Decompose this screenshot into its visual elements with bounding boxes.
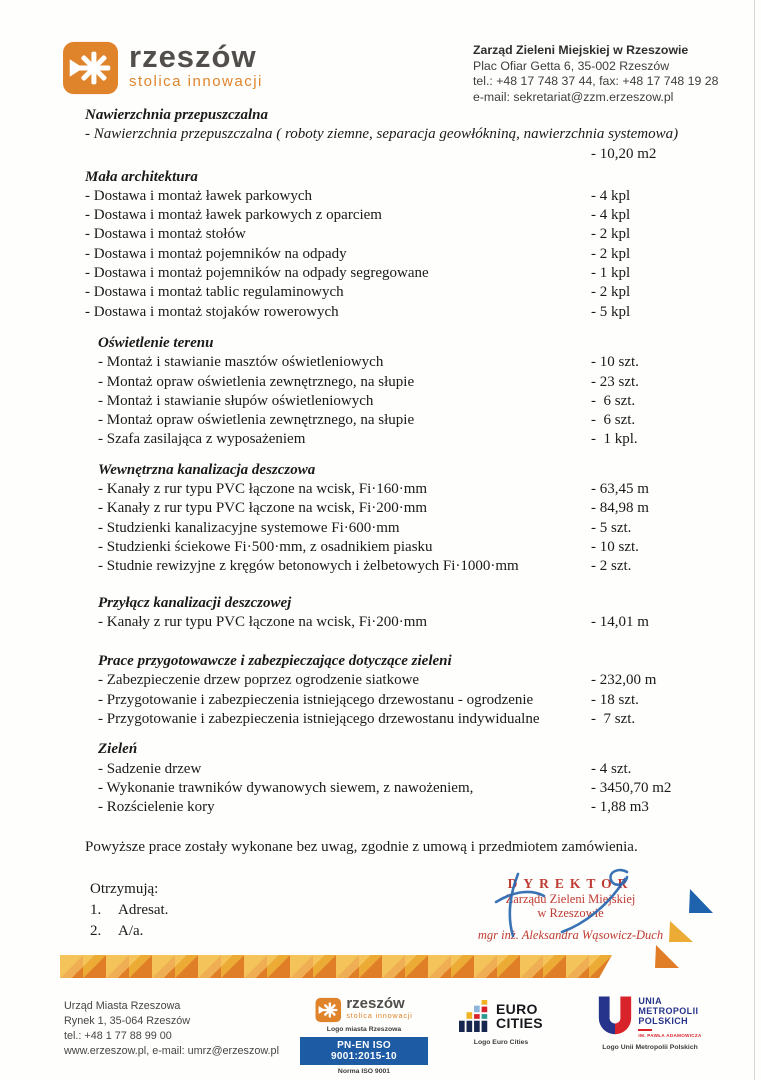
decor-triangle-orange: [655, 945, 679, 968]
decor-band: [60, 955, 612, 978]
work-item-desc: - Kanały z rur typu PVC łączone na wcisk, Fi·160·mm: [98, 481, 428, 498]
work-item: [85, 303, 673, 322]
work-item-qty: - 2 szt.: [591, 558, 632, 575]
work-item: [85, 392, 673, 411]
ump-subtitle: IM. PAWŁA ADAMOWICZA: [638, 1033, 702, 1038]
work-item-qty: - 14,01 m: [591, 613, 649, 630]
stamp-signatory-name: mgr inż. Aleksandra Wąsowicz-Duch: [477, 927, 664, 942]
contact-address: Plac Ofiar Getta 6, 35-002 Rzeszów: [473, 58, 670, 73]
stamp-title: DYREKTOR: [507, 876, 634, 891]
work-item-desc: - Szafa zasilająca z wyposażeniem: [98, 431, 306, 448]
work-item-qty: - 1,88 m3: [591, 799, 649, 816]
work-sections-list: [85, 106, 679, 818]
footer-ump-logo: [585, 996, 715, 1051]
list-item: [90, 921, 168, 942]
work-item-qty: - 6 szt.: [591, 392, 636, 409]
list-item-text: Adresat.: [118, 902, 169, 918]
work-item-desc: - Studnie rewizyjne z kręgów betonowych i żelbetowych Fi·1000·mm: [98, 558, 519, 575]
work-item-desc: - Studzienki kanalizacyjne systemowe Fi·600·mm: [98, 519, 400, 536]
work-item: [85, 206, 673, 225]
work-item-qty: - 1 kpl: [591, 265, 631, 282]
ump-word-2: METROPOLII: [638, 1006, 699, 1016]
work-item-desc: - Kanały z rur typu PVC łączone na wcisk, Fi·200·mm: [98, 613, 428, 630]
decor-triangle-blue: [689, 889, 713, 913]
section-title: Prace przygotowawcze i zabezpieczające dotyczące zieleni: [98, 653, 452, 670]
work-item-desc: - Przygotowanie i zabezpieczenia istniejącego drzewostanu - ogrodzenie: [98, 691, 534, 708]
ump-rule: [638, 1029, 652, 1031]
work-item-qty: - 6 szt.: [591, 412, 636, 429]
iso-caption: Norma ISO 9001: [337, 1068, 391, 1075]
work-item-desc: - Dostawa i montaż ławek parkowych z oparciem: [85, 207, 382, 224]
work-item-desc: - Nawierzchnia przepuszczalna ( roboty ziemne, separacja geowłókniną, nawierzchnia systemowa): [85, 126, 679, 143]
signature-scribble: [478, 866, 648, 950]
work-item: [85, 480, 673, 499]
work-item-desc: - Dostawa i montaż stołów: [85, 226, 246, 243]
list-item: [90, 900, 168, 921]
work-item-qty: - 5 szt.: [591, 519, 632, 536]
work-item: [85, 760, 673, 779]
work-item-qty: - 2 kpl: [591, 245, 631, 262]
ump-u-icon: [598, 996, 632, 1036]
footer-brand-tagline: stolica innowacji: [346, 1011, 413, 1020]
work-item-desc: - Dostawa i montaż pojemników na odpady segregowane: [85, 265, 429, 282]
work-section: [85, 106, 679, 163]
work-item-qty: - 2 kpl: [591, 284, 631, 301]
work-item-qty: - 3450,70 m2: [591, 779, 672, 796]
work-section: [85, 334, 673, 450]
office-line: Rynek 1, 35-064 Rzeszów: [64, 1015, 191, 1027]
ump-caption: Logo Unii Metropolii Polskich: [602, 1044, 698, 1051]
work-item-qty: - 63,45 m: [591, 481, 649, 498]
work-item-qty: - 84,98 m: [591, 500, 649, 517]
list-item-number: 2.: [90, 923, 102, 939]
stamp-city: w Rzeszowie: [537, 906, 604, 920]
office-line: tel.: +48 1 77 88 99 00: [64, 1030, 172, 1042]
work-item-qty: - 4 kpl: [591, 187, 631, 204]
work-section: [85, 740, 673, 817]
work-item-qty: - 5 kpl: [591, 303, 631, 320]
work-section: [85, 461, 673, 577]
work-item-qty: - 232,00 m: [591, 672, 657, 689]
ump-word-3: POLSKICH: [638, 1016, 689, 1026]
brand-tagline: stolica innowacji: [129, 73, 263, 90]
eurocities-word-2: CITIES: [496, 1015, 543, 1031]
work-item: [85, 779, 673, 798]
work-item: [85, 373, 673, 392]
document-body: [85, 106, 679, 856]
eurocities-word-1: EURO: [496, 1001, 538, 1017]
work-item-qty: - 1 kpl.: [591, 431, 638, 448]
contact-email: e-mail: sekretariat@zzm.erzeszow.pl: [473, 89, 674, 104]
work-item: [85, 264, 673, 283]
work-item: [85, 710, 673, 729]
work-item-qty: - 23 szt.: [591, 373, 639, 390]
work-item-qty: - 4 kpl: [591, 207, 631, 224]
list-item-number: 1.: [90, 902, 102, 918]
eurocities-caption: Logo Euro Cities: [473, 1039, 529, 1046]
iso-badge: PN-EN ISO 9001:2015-10: [300, 1037, 428, 1065]
contact-phone: tel.: +48 17 748 37 44, fax: +48 17 748 19 28: [473, 74, 719, 88]
footer-eurocities-logo: [449, 1000, 553, 1046]
work-item-desc: - Dostawa i montaż stojaków rowerowych: [85, 303, 339, 320]
work-item-desc: - Studzienki ściekowe Fi·500·mm, z osadnikiem piasku: [98, 538, 433, 555]
work-item-qty: - 10 szt.: [591, 538, 639, 555]
brand-name: rzeszów: [129, 39, 257, 74]
distribution-label: Otrzymują:: [90, 881, 159, 897]
work-item: [85, 225, 673, 244]
work-section: [85, 594, 673, 633]
work-item: [85, 557, 673, 576]
work-item: [85, 245, 673, 264]
section-title: Nawierzchnia przepuszczalna: [85, 107, 268, 123]
contact-org: Zarząd Zieleni Miejskiej w Rzeszowie: [473, 43, 689, 57]
work-item: [85, 283, 673, 302]
work-item-qty: - 10 szt.: [591, 354, 639, 371]
rzeszow-logo: [62, 40, 263, 96]
work-section: [85, 168, 673, 322]
work-item-qty: - 4 szt.: [591, 760, 632, 777]
scan-edge-line: [754, 0, 755, 1080]
ump-word-1: UNIA: [638, 996, 662, 1006]
decor-triangle-amber: [669, 921, 693, 942]
work-item-qty: - 10,20 m2: [591, 145, 657, 162]
footer-brand-name: rzeszów: [346, 995, 405, 1012]
section-title: Przyłącz kanalizacji deszczowej: [98, 594, 292, 611]
section-title: Oświetlenie terenu: [98, 334, 214, 351]
work-item-desc: - Przygotowanie i zabezpieczenia istniejącego drzewostanu indywidualne: [98, 711, 540, 728]
work-item-desc: - Kanały z rur typu PVC łączone na wcisk, Fi·200·mm: [98, 500, 428, 517]
city-logo-caption: Logo miasta Rzeszowa: [326, 1026, 402, 1033]
work-item-desc: - Dostawa i montaż tablic regulaminowych: [85, 284, 344, 301]
work-item: [85, 499, 673, 518]
work-item-qty: - 18 szt.: [591, 691, 639, 708]
list-item-text: A/a.: [118, 923, 144, 939]
work-item-desc: - Sadzenie drzew: [98, 760, 202, 777]
work-item-desc: - Montaż opraw oświetlenia zewnętrznego, na słupie: [98, 412, 415, 429]
distribution-list: [90, 879, 168, 942]
work-item-desc: - Rozścielenie kory: [98, 799, 215, 816]
work-item: [85, 671, 673, 690]
work-item-desc: - Montaż i stawianie słupów oświetleniowych: [98, 392, 374, 409]
work-item-qty: - 7 szt.: [591, 711, 636, 728]
section-title: Wewnętrzna kanalizacja deszczowa: [98, 461, 316, 478]
work-item-desc: - Dostawa i montaż ławek parkowych: [85, 187, 313, 204]
closing-statement: Powyższe prace zostały wykonane bez uwag, zgodnie z umową i przedmiotem zamówienia.: [85, 838, 638, 855]
stamp-org: Zarządu Zieleni Miejskiej: [505, 891, 636, 906]
footer-city-logo: [300, 997, 428, 1075]
office-line: www.erzeszow.pl, e-mail: umrz@erzeszow.pl: [64, 1045, 279, 1057]
section-title: Zieleń: [98, 741, 138, 758]
work-item-desc: - Dostawa i montaż pojemników na odpady: [85, 245, 347, 262]
work-item: [85, 411, 673, 430]
rzeszow-logo-icon: [62, 40, 120, 96]
footer-office-block: [64, 999, 279, 1059]
office-line: Urząd Miasta Rzeszowa: [64, 1000, 181, 1012]
work-item-qty-line: [85, 145, 673, 163]
section-title: Mała architektura: [85, 168, 198, 185]
sender-contact-block: [473, 43, 718, 105]
eurocities-bars-icon: [459, 1000, 491, 1032]
work-item: [85, 353, 673, 372]
work-item-desc: - Montaż opraw oświetlenia zewnętrznego, na słupie: [98, 373, 415, 390]
work-item: [85, 613, 673, 632]
work-item-qty: - 2 kpl: [591, 226, 631, 243]
work-item: [85, 691, 673, 710]
work-item: [85, 519, 673, 538]
rzeszow-logo-icon-small: [315, 997, 342, 1023]
work-item: [85, 798, 673, 817]
work-item: [85, 430, 673, 449]
work-section: [85, 652, 673, 729]
work-item: [85, 538, 673, 557]
work-item-desc: - Zabezpieczenie drzew poprzez ogrodzenie siatkowe: [98, 672, 420, 689]
work-item-desc: - Montaż i stawianie masztów oświetleniowych: [98, 354, 384, 371]
work-item-desc: - Wykonanie trawników dywanowych siewem, z nawożeniem,: [98, 779, 474, 796]
work-item: [85, 125, 679, 144]
work-item: [85, 187, 673, 206]
